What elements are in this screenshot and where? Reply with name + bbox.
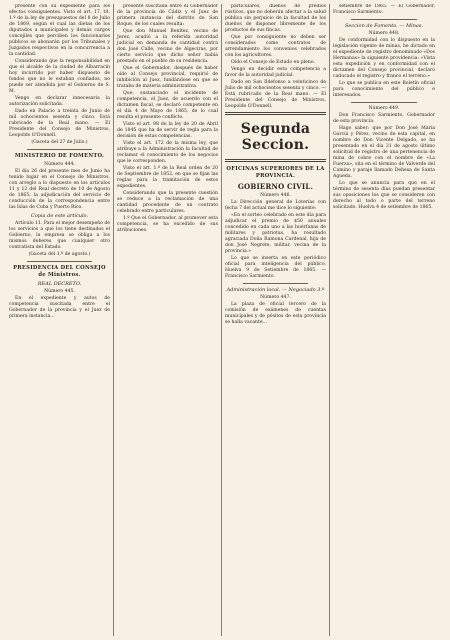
paragraph: presente con su expediente para los efectos consiguientes. Visto el art. 17, tít. 1.º de la ley de presupuestos del 8 de Julio de 1869, según el cual las dietas de los diputados a municipales y demás cargos concejiles que perciben los funcionarios públicos se abonarán por los Tribunales y Juzgados respectivos en la concurrencia a la cantidad. [9,4,110,57]
item-number: Número 444. [44,162,75,167]
column-3 [222,4,330,636]
item-number: Número 446. [260,193,291,198]
paragraph: Que, sustanciado el incidente de competencia, el Juez, de acuerdo con el dictamen fiscal, se declaró competente en el día 4 de Mayo de 1865, de lo cual resulta el presente conflicto. [117,91,218,120]
paragraph: 1.º Que el Gobernador, al promover esta competencia, se ha excedido de sus atribuciones. [117,216,218,233]
paragraph: Lo que se inserta en este periódico oficial para inteligencia del público. Huelva 9 de Setiembre de 1865. — Francisco Sarmiento. [225,256,326,279]
admin-heading: Administración local. — Negociado 3.º [226,287,325,293]
paragraph: Visto el art. 1.º de la Real orden de 20 de Septiembre de 1852, en que se fijan las reglas para la tramitación de estos expedientes. [117,166,218,189]
section-title: Segunda Seccion. [240,121,311,153]
paragraph: De conformidad con lo dispuesto en la legislación vigente de minas, he dictado en el expediente de registro denominado «Dos Hermanas» la siguiente providencia: «Vista esta expedición y en conformidad con el dictamen del Consejo provincial, declaro caducado el registro y franco el terreno.» [333,38,435,79]
decree-heading: REAL DECRETO. [37,281,82,287]
paragraph: Considerando que la presente cuestión se reduce a la reclamación de una cantidad procedente de un contrato celebrado entre particulares. [117,191,218,214]
column-2 [114,4,222,636]
divider [351,19,417,20]
column-1 [6,4,114,636]
divider [27,261,92,262]
column-4 [330,4,438,636]
gazette-reference: (Gaceta del 27 de Julio.) [31,140,88,145]
paragraph: setiembre de 1865. — El Gobernador, Francisco Sarmiento. [333,4,435,15]
item-number: Número 448. [368,31,400,36]
paragraph: Considerando que la responsabilidad en que el alcalde de la ciudad de Albarracín hoy incurrido por haber dispuesto de fondos que no le estaban confiados, no puede ser atendida por el Gobierno de S. M. [9,59,110,94]
paragraph: «En el sorteo celebrado en este día para adjudicar el premio de $50 anuales concedido en cada uno a las huérfanas de militares y patriotas, ha resultado agraciada Doña Ramona Cardenal, hija de don José Negrete, militar, vecina de la provincia.» [225,213,326,254]
paragraph: En el expediente y autos de competencia suscitada entre el Gobernador de la provincia y el Juez de primera instancia... [9,296,110,319]
paragraph: El día 26 del presente mes de Junio ha tenido lugar en el Consejo de Ministros, con arreglo a lo dispuesto en los artículos 11 y 12 del Real decreto de 10 de Agosto de 1865, la adjudicación del servicio de conducción de la correspondencia entre las Islas de Cuba y Puerto Rico. [9,169,110,210]
paragraph: Vengo en decidir esta competencia a favor de la autoridad judicial. [225,67,326,78]
paragraph: Que don Manuel Benítez, vecino de Jerez, acudió a la referida autoridad judicial en demanda de cantidad contra don José Calle, vecino de Algeciras, por cierto servicio que dicho señor había prestado en el pueblo de su residencia. [117,29,218,64]
paragraph: Dado en San Ildefonso a veinticinco de Julio de mil ochocientos sesenta y cinco. — Está rubricado de la Real mano. — El Presidente del Consejo de Ministros, Leopoldo O'Donnell. [225,80,326,109]
paragraph: Visto el art. 172 de la misma ley, que atribuye a la Administración la facultad de reclamar el conocimiento de los negocios que le corresponden. [117,141,218,164]
paragraph: Hago saber: que por Don José María García y Pérez, vecino de esta capital, en nombre de Don Vicente Delgado, se ha presentado en el día 31 de agosto último solicitud de registro de una pertenencia de mina de cobre con el nombre de «La Fuerza», sita en el término de Valverde del Camino y paraje llamado Dehesa de Santa Agueda. [333,126,435,179]
paragraph: Artículo 11. Para el mejor desempeño de los servicios a que los tiene destinados el Gobierno, la empresa se obliga a los mismos deberes que cualquier otro contratista del Estado. [9,221,111,250]
paragraph: presente suscitada entre el Gobernador de la provincia de Cádiz y el Juez de primera instancia del distrito de San Roque, de los cuales resulta: [117,4,218,27]
government-heading: GOBIERNO CIVIL. [237,182,314,191]
ministry-heading: MINISTERIO DE FOMENTO. [14,153,105,159]
paragraph: Lo que se anuncia para que en el término de sesenta días puedan presentar sus oposiciones los que se consideren con derecho al todo o parte del terreno solicitado. Huelva 4 de setiembre de 1865. [333,181,435,210]
divider [225,159,326,162]
paragraph: Dado en Palacio a treinta de Junio de mil ochocientos sesenta y cinco. Está rubricado de la Real mano. — El Presidente del Consejo de Ministros, Leopoldo O'Donnell. [9,109,110,138]
subheading: Copia de este artículo. [30,213,89,219]
section-heading: Seccion de Fomento. — Minas. [344,23,424,29]
paragraph: Lo que se publica en este Boletín oficial para conocimiento del público e interesados. [333,81,435,98]
paragraph: Visto el art. 98 de la ley de 20 de Abril de 1845 que ha de servir de regla para la decisión de estas competencias. [117,122,218,139]
item-number: Número 449. [368,106,400,111]
divider [351,102,417,103]
offices-heading: OFICINAS SUPERIORES DE LA PROVINCIA. [226,166,325,179]
paragraph: Que el Gobernador, después de haber oído al Consejo provincial, requirió de inhibición al Juez, fundándose en que se trataba de materia administrativa. [117,66,218,89]
gazette-reference: (Gaceta del 1.º de agosto.) [28,252,91,257]
paragraph: Que por consiguiente no deben ser considerados como contratos de arrendamiento los convenios celebrados con los agricultores. [225,35,326,58]
item-number: Número 445. [44,289,75,294]
paragraph: Vengo en declarar innecesaria la autorización solicitada. [9,96,110,107]
divider [225,112,326,115]
paragraph: La Dirección general de Loterías con fecha 7 del actual me dice lo siguiente: [225,200,326,211]
divider [27,149,92,150]
paragraph: La plaza de oficial tercero de la comisión de exámenes de cuentas municipales y de pósitos de esta provincia se halla vacante... [225,302,326,325]
item-number: Número 447. [260,295,291,300]
divider [243,283,308,284]
paragraph: Oído el Consejo de Estado en pleno. [231,60,315,65]
presidency-heading: PRESIDENCIA DEL CONSEJO de Ministros. [13,265,106,278]
paragraph: Don Francisco Sarmiento, Gobernador de esta provincia. [333,113,435,124]
paragraph: particulares, dueños de predios rústicos, que no deberán afectar a la salud pública sin perjuicio de la facultad de los dueños de disponer libremente de los productos de sus fincas. [225,4,326,33]
